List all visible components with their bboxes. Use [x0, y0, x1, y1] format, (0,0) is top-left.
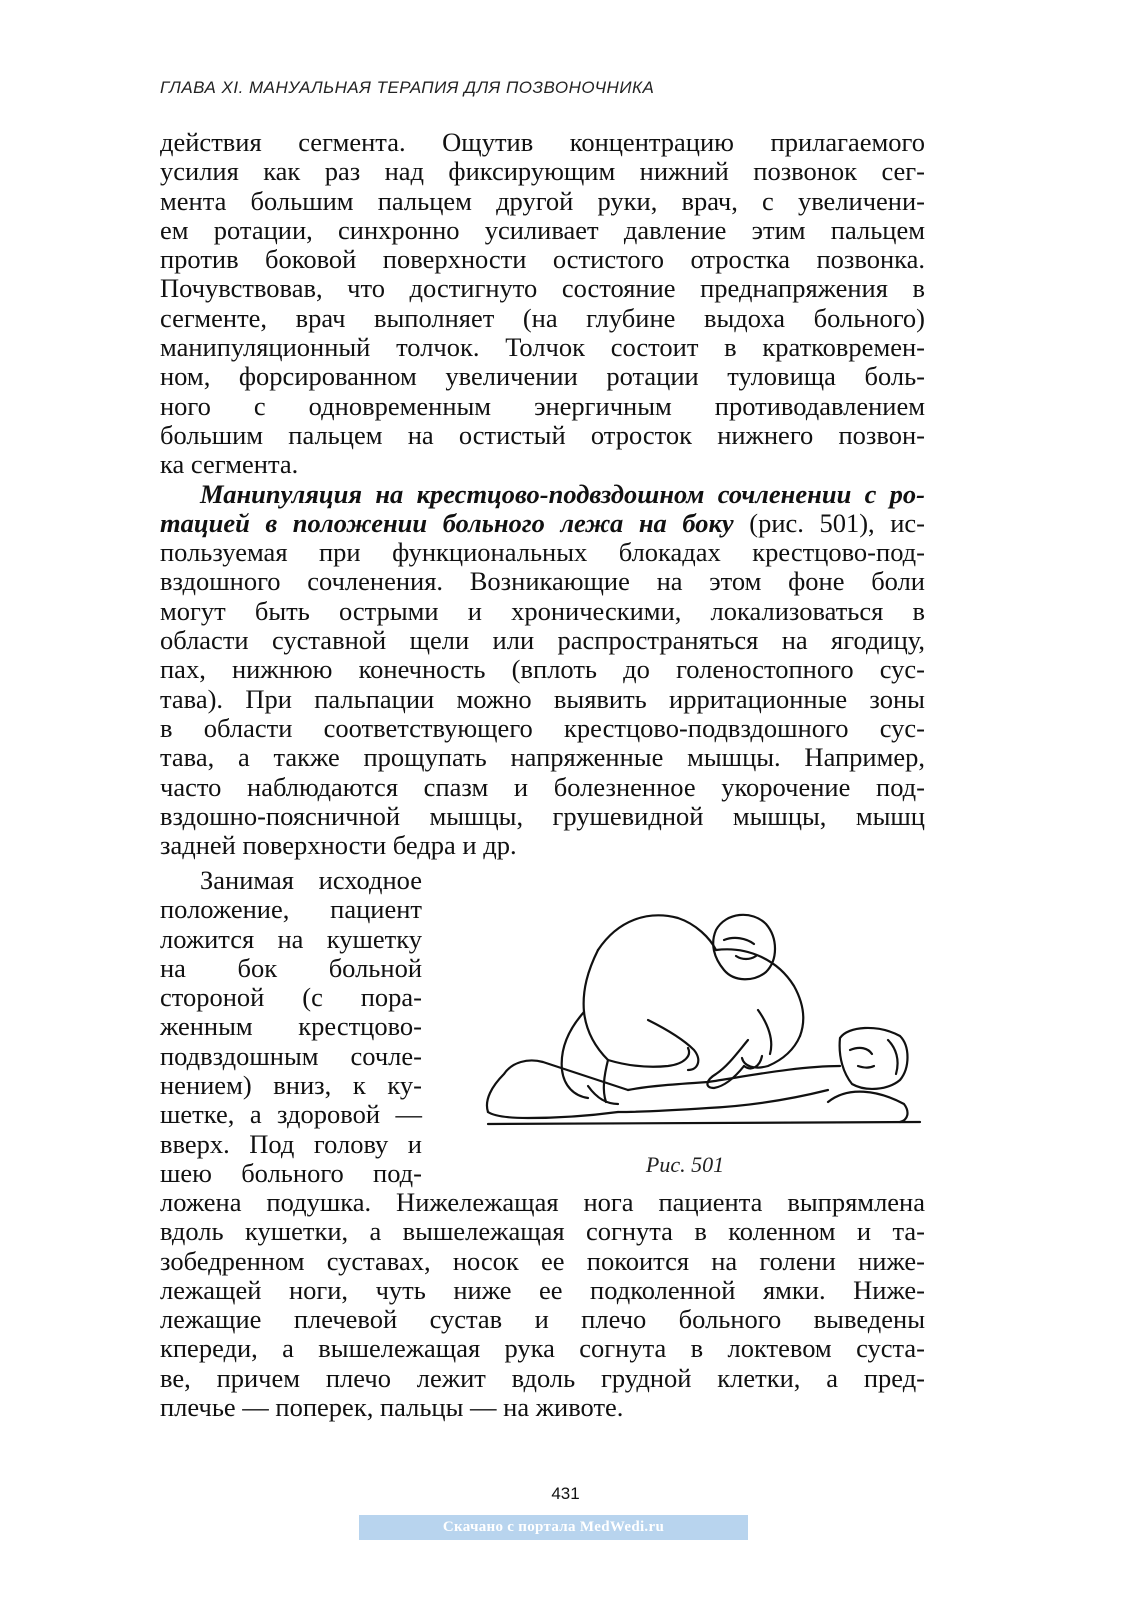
- couch-line: [488, 1122, 920, 1124]
- text-line: ка сегмента.: [160, 449, 299, 480]
- section-title-line: [160, 480, 925, 509]
- text-line: могут быть острыми и хроническими, локализоваться в: [160, 595, 925, 626]
- text-line: женным крестцово-: [160, 1011, 422, 1042]
- text-line: тава). При пальпации можно выявить ирритационные зоны: [160, 683, 925, 714]
- text-line: плечье — поперек, пальцы — на животе.: [160, 1392, 624, 1423]
- text-line: вздошно-поясничной мышцы, грушевидной мышцы, мышц: [160, 800, 925, 831]
- text-line: действия сегмента. Ощутив концентрацию прилагаемого: [160, 127, 925, 157]
- text-line: вверх. Под голову и: [160, 1128, 422, 1159]
- page-number: 431: [551, 1484, 580, 1503]
- text-line: часто наблюдаются спазм и болезненное укорочение под-: [160, 771, 925, 802]
- text-line: подвздошным сочле-: [160, 1040, 422, 1071]
- text-line: против боковой поверхности остистого отростка позвонка.: [160, 244, 925, 275]
- doctor-arm-left: [608, 1048, 689, 1067]
- text-line: стороной (с пора-: [160, 982, 422, 1013]
- text-line: кпереди, а вышележащая рука согнута в локтевом суста-: [160, 1333, 925, 1364]
- body-text-lower: [160, 1188, 925, 1422]
- body-text-upper: [160, 128, 925, 860]
- pillow: [828, 1092, 907, 1122]
- section-title: Манипуляция на крестцово-подвздошном сочленении с ро-: [200, 478, 925, 509]
- text-line: пах, нижнюю конечность (вплоть до голеностопного сус-: [160, 654, 925, 685]
- doctor-leg: [562, 1012, 588, 1098]
- text-line: ем ротации, синхронно усиливает давление этим пальцем: [160, 214, 925, 245]
- figure-reference: (рис. 501), ис-: [733, 507, 925, 538]
- doctor-shoulder: [716, 949, 803, 1036]
- figure-caption: Рис. 501: [645, 1152, 725, 1177]
- text-line: ложена подушка. Нижележащая нога пациента выпрямлена: [160, 1187, 925, 1217]
- doctor-head: [713, 915, 775, 979]
- text-line: сегменте, врач выполняет (на глубине выдоха больного): [160, 302, 925, 333]
- text-line: усилия как раз над фиксирующим нижний позвонок сег-: [160, 156, 925, 187]
- text-line: пользуемая при функциональных блокадах крестцово-под-: [160, 537, 925, 568]
- text-line: ном, форсированном увеличении ротации туловища боль-: [160, 361, 925, 392]
- section-title: тацией в положении больного лежа на боку: [160, 507, 734, 538]
- body-text-beside-figure: [160, 866, 422, 1188]
- text-line: манипуляционный толчок. Толчок состоит в кратковремен-: [160, 332, 925, 363]
- text-line: лежащей ноги, чуть ниже ее подколенной ямки. Ниже-: [160, 1274, 925, 1305]
- text-line: ного с одновременным энергичным противодавлением: [160, 390, 925, 421]
- text-line: ложится на кушетку: [160, 923, 422, 954]
- running-header: ГЛАВА XI. МАНУАЛЬНАЯ ТЕРАПИЯ ДЛЯ ПОЗВОНОЧНИКА: [160, 78, 655, 97]
- text-line: задней поверхности бедра и др.: [160, 830, 517, 861]
- text-line: шею больного под-: [160, 1157, 422, 1188]
- text-line: области суставной щели или распространяться на ягодицу,: [160, 625, 925, 656]
- text-line: лежащие плечевой сустав и плечо больного выведены: [160, 1304, 925, 1335]
- text-line: нением) вниз, к ку-: [160, 1070, 422, 1101]
- doctor-back: [598, 915, 716, 950]
- text-line: большим пальцем на остистый отросток нижнего позвон-: [160, 419, 925, 450]
- text-line: тава, а также прощупать напряженные мышцы. Например,: [160, 742, 925, 773]
- section-title-line: [160, 509, 925, 538]
- text-line: Почувствовав, что достигнуто состояние преднапряжения в: [160, 273, 925, 304]
- text-line: в области соответствующего крестцово-подвздошного сус-: [160, 712, 925, 743]
- text-line: зобедренном суставах, носок ее покоится на голени ниже-: [160, 1245, 925, 1276]
- text-line: на бок больной: [160, 952, 422, 983]
- text-line: вздошного сочленения. Возникающие на этом фоне боли: [160, 566, 925, 597]
- text-line: вдоль кушетки, а вышележащая согнута в коленном и та-: [160, 1216, 925, 1247]
- text-line: ве, причем плечо лежит вдоль грудной клетки, а пред-: [160, 1362, 925, 1393]
- text-line: положение, пациент: [160, 894, 422, 925]
- text-line: Занимая исходное: [200, 865, 422, 895]
- download-banner[interactable]: Скачано с портала MedWedi.ru: [359, 1515, 748, 1540]
- figure-illustration: [448, 890, 928, 1150]
- text-line: мента большим пальцем другой руки, врач, с увеличени-: [160, 185, 925, 216]
- text-line: шетке, а здоровой —: [160, 1099, 422, 1130]
